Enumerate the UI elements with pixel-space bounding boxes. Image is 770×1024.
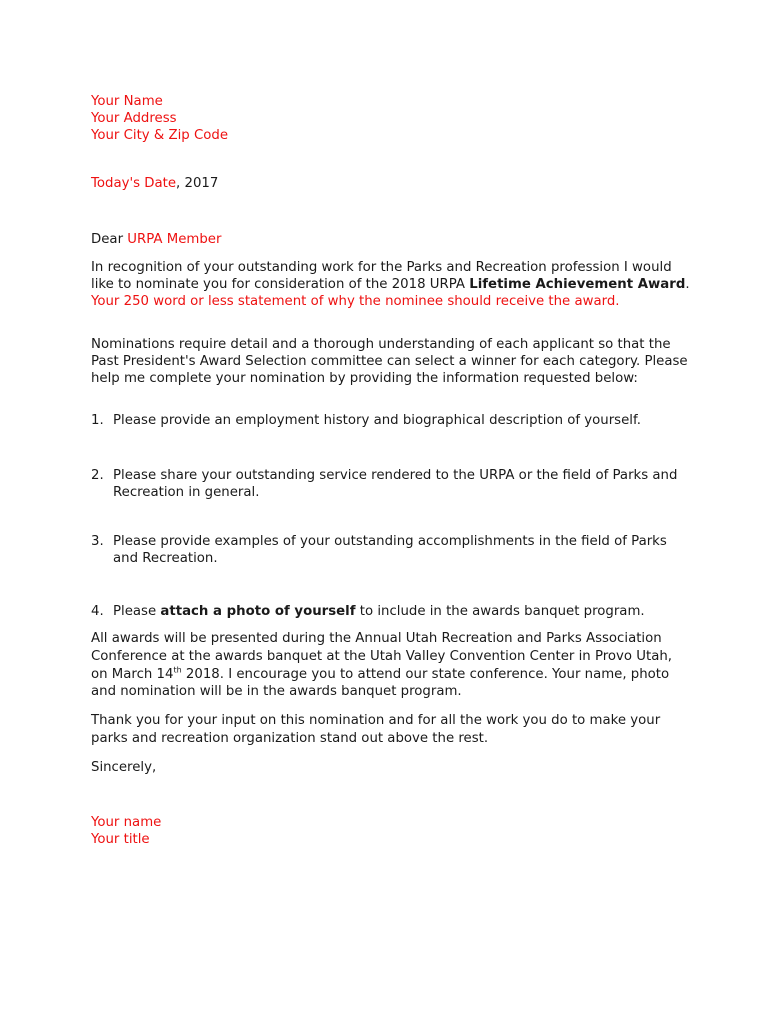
- date-year: , 2017: [176, 176, 219, 191]
- salutation-recipient: URPA Member: [127, 232, 222, 247]
- list-item: [91, 603, 693, 620]
- salutation: [91, 231, 221, 248]
- signature-title: Your title: [91, 832, 150, 847]
- list-number: 2.: [91, 468, 104, 483]
- awards-sup: th: [173, 665, 182, 675]
- list-text: Please provide an employment history and biographical description of yourself.: [113, 413, 641, 428]
- list-item: [91, 533, 693, 567]
- intro-period: .: [685, 277, 690, 292]
- list-item: [91, 467, 693, 501]
- date-line: [91, 175, 218, 192]
- list-number: 4.: [91, 604, 104, 619]
- thanks-paragraph: Thank you for your input on this nomination and for all the work you do to make your parks and recreation organization stand out above the rest.: [91, 713, 661, 746]
- signature-name: Your name: [91, 815, 162, 830]
- statement-instruction: Your 250 word or less statement of why the nominee should receive the award.: [91, 294, 620, 309]
- awards-text-b: 2018. I encourage you to attend our state conference. Your name, photo and nomination will be in the awards banquet program.: [91, 666, 670, 700]
- intro-paragraph: [91, 259, 691, 310]
- list-text: Please provide examples of your outstanding accomplishments in the field of Parks and Recreation.: [113, 534, 667, 566]
- awards-text-a: All awards will be presented during the Annual Utah Recreation and Parks Association Conference at the awards banquet at the Utah Valley Convention Center in Provo Utah, on March 14: [91, 631, 673, 682]
- sender-city-zip: Your City & Zip Code: [91, 128, 229, 143]
- list-text-bold: attach a photo of yourself: [160, 604, 356, 619]
- award-name: Lifetime Achievement Award: [469, 277, 686, 292]
- nomination-paragraph: Nominations require detail and a thorough understanding of each applicant so that the Past President's Award Selection committee can select a winner for each category. Please help me complete your nomination by providing the information requested below:: [91, 337, 688, 386]
- sender-address: Your Address: [91, 111, 177, 126]
- sender-name: Your Name: [91, 94, 163, 109]
- list-item: [91, 412, 693, 429]
- sender-block: [91, 93, 228, 144]
- list-text-post: to include in the awards banquet program.: [355, 604, 645, 619]
- date-placeholder: Today's Date: [91, 176, 177, 191]
- closing: Sincerely,: [91, 760, 157, 775]
- list-text-pre: Please: [113, 604, 161, 619]
- signature-block: [91, 814, 161, 848]
- salutation-prefix: Dear: [91, 232, 128, 247]
- list-text: Please share your outstanding service rendered to the URPA or the field of Parks and Recreation in general.: [113, 468, 678, 500]
- list-number: 1.: [91, 413, 104, 428]
- intro-text: In recognition of your outstanding work for the Parks and Recreation profession I would like to nominate you for consideration of the 2018 URPA: [91, 260, 672, 292]
- awards-paragraph: [91, 630, 691, 701]
- list-number: 3.: [91, 534, 104, 549]
